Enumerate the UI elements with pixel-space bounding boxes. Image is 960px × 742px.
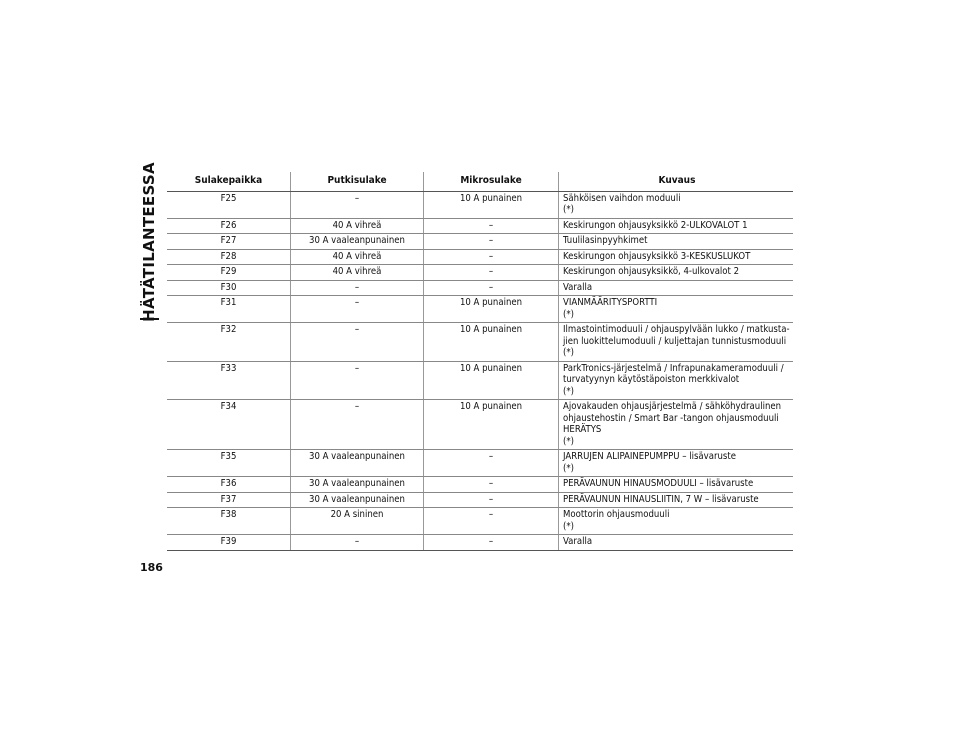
cell-description [559,323,794,362]
table-row [167,296,793,323]
cell-tube-fuse: 40 A vihreä [291,218,424,234]
cell-fuse-position: F38 [167,508,291,535]
description-line: VIANMÄÄRITYSPORTTI [563,297,658,308]
cell-tube-fuse: 30 A vaaleanpunainen [291,492,424,508]
table-row [167,234,793,250]
cell-micro-fuse: 10 A punainen [424,191,559,218]
cell-description [559,249,794,265]
table-row [167,191,793,218]
header-fuse-position: Sulakepaikka [167,172,291,191]
cell-fuse-position: F35 [167,450,291,477]
cell-micro-fuse: – [424,234,559,250]
description-line: (*) [563,385,574,397]
cell-fuse-position: F29 [167,265,291,281]
cell-fuse-position: F39 [167,535,291,551]
cell-tube-fuse: – [291,191,424,218]
cell-micro-fuse: – [424,492,559,508]
cell-micro-fuse: – [424,450,559,477]
description-line: Varalla [563,536,593,547]
cell-micro-fuse: 10 A punainen [424,296,559,323]
cell-tube-fuse: 20 A sininen [291,508,424,535]
cell-description [559,265,794,281]
header-micro-fuse: Mikrosulake [424,172,559,191]
cell-fuse-position: F37 [167,492,291,508]
table-row [167,280,793,296]
cell-fuse-position: F32 [167,323,291,362]
page-number: 186 [140,561,163,574]
cell-micro-fuse: – [424,280,559,296]
section-title: HÄTÄTILANTEESSA [140,162,158,322]
description-line: (*) [563,435,574,447]
table-row [167,477,793,493]
cell-tube-fuse: 30 A vaaleanpunainen [291,450,424,477]
table-row [167,492,793,508]
fuse-table [167,172,793,551]
cell-description [559,234,794,250]
table-row [167,450,793,477]
cell-tube-fuse: – [291,361,424,400]
description-line: Ilmastointimoduuli / ohjauspylvään lukko / matkusta- [563,324,790,335]
description-line: Moottorin ohjausmoduuli [563,509,670,520]
cell-fuse-position: F34 [167,400,291,450]
cell-micro-fuse: – [424,477,559,493]
description-line: Keskirungon ohjausyksikkö, 4-ulkovalot 2 [563,266,740,277]
description-line: (*) [563,462,574,474]
cell-description [559,508,794,535]
cell-fuse-position: F31 [167,296,291,323]
table-row [167,508,793,535]
table-header-row [167,172,793,191]
table-row [167,400,793,450]
cell-fuse-position: F27 [167,234,291,250]
cell-micro-fuse: – [424,249,559,265]
cell-micro-fuse: – [424,218,559,234]
description-line: (*) [563,204,574,215]
header-description: Kuvaus [559,172,794,191]
cell-description [559,218,794,234]
table-row [167,361,793,400]
cell-description [559,535,794,551]
cell-description [559,361,794,400]
table-row [167,535,793,551]
description-line: Sähköisen vaihdon moduuli [563,192,681,204]
cell-micro-fuse: – [424,535,559,551]
cell-description [559,477,794,493]
description-line: Varalla [563,281,593,293]
description-line: Tuulilasinpyyhkimet [563,235,648,246]
cell-tube-fuse: – [291,323,424,362]
description-line: Keskirungon ohjausyksikkö 2-ULKOVALOT 1 [563,219,748,231]
description-line: JARRUJEN ALIPAINEPUMPPU – lisävaruste [563,451,736,462]
cell-tube-fuse: 40 A vihreä [291,249,424,265]
cell-fuse-position: F33 [167,361,291,400]
section-divider [140,318,159,320]
cell-tube-fuse: – [291,296,424,323]
cell-micro-fuse: – [424,508,559,535]
cell-fuse-position: F30 [167,280,291,296]
description-line: (*) [563,520,574,532]
description-line: (*) [563,308,574,320]
section-title-vertical [139,162,159,322]
cell-micro-fuse: 10 A punainen [424,323,559,362]
description-line: turvatyynyn käytöstäpoiston merkkivalot [563,374,740,385]
table-row [167,265,793,281]
description-line: ohjaustehostin / Smart Bar -tangon ohjausmoduuli [563,412,779,424]
cell-description [559,280,794,296]
description-line: PERÄVAUNUN HINAUSMODUULI – lisävaruste [563,478,754,489]
table-row [167,249,793,265]
cell-tube-fuse: – [291,280,424,296]
cell-micro-fuse: 10 A punainen [424,400,559,450]
cell-description [559,400,794,450]
cell-tube-fuse: 30 A vaaleanpunainen [291,234,424,250]
cell-fuse-position: F26 [167,218,291,234]
header-tube-fuse: Putkisulake [291,172,424,191]
cell-tube-fuse: – [291,400,424,450]
description-line: Ajovakauden ohjausjärjestelmä / sähköhydraulinen [563,401,782,412]
cell-tube-fuse: 30 A vaaleanpunainen [291,477,424,493]
description-line: PERÄVAUNUN HINAUSLIITIN, 7 W – lisävaruste [563,493,759,505]
cell-description [559,296,794,323]
cell-micro-fuse: – [424,265,559,281]
description-line: HERÄTYS [563,424,602,435]
description-line: ParkTronics-järjestelmä / Infrapunakameramoduuli / [563,362,784,374]
cell-tube-fuse: 40 A vihreä [291,265,424,281]
cell-fuse-position: F36 [167,477,291,493]
cell-description [559,450,794,477]
cell-tube-fuse: – [291,535,424,551]
table-row [167,323,793,362]
description-line: Keskirungon ohjausyksikkö 3-KESKUSLUKOT [563,250,751,262]
cell-description [559,492,794,508]
cell-fuse-position: F28 [167,249,291,265]
table-body [167,191,793,550]
cell-fuse-position: F25 [167,191,291,218]
description-line: jien luokittelumoduuli / kuljettajan tunnistusmoduuli [563,335,787,347]
cell-micro-fuse: 10 A punainen [424,361,559,400]
description-line: (*) [563,347,574,358]
cell-description [559,191,794,218]
table-row [167,218,793,234]
